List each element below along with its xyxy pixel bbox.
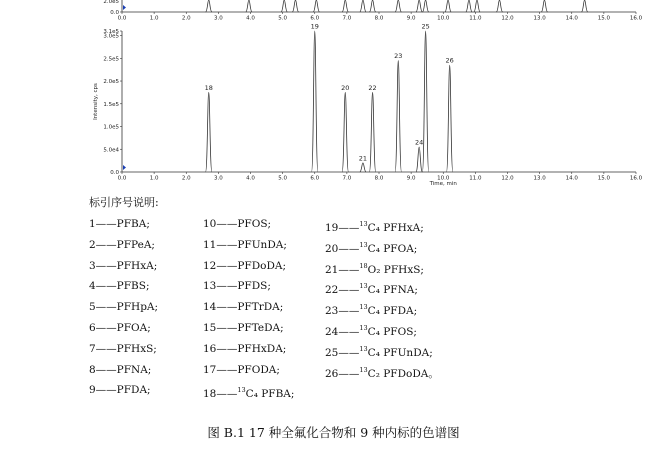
legend-item-compound: O₂ PFHxS;	[367, 263, 424, 276]
x-tick-label: 2.0	[181, 175, 191, 182]
legend-item: 17——PFODA;	[203, 363, 280, 376]
peak-label: 26	[445, 56, 454, 65]
legend-item-compound: C₄ PFBA;	[245, 388, 295, 401]
y-tick-label: 5.0e4	[103, 147, 119, 154]
x-tick-label: 4.0	[246, 175, 255, 182]
legend-item: 10——PFOS;	[203, 218, 272, 230]
x-tick-label: 0.0	[117, 175, 127, 182]
legend-item: 12——PFDoDA;	[203, 259, 286, 272]
legend-item-compound: C₄ PFNA;	[367, 284, 418, 297]
peak-label: 18	[204, 83, 213, 92]
x-tick-label: 3.0	[214, 175, 223, 182]
peak-label: 25	[421, 22, 430, 31]
chromatogram-peak	[206, 92, 212, 172]
chromatogram-bottom-panel	[93, 23, 643, 188]
legend-item	[325, 256, 439, 277]
y-tick-label: 1.0e5	[103, 124, 119, 131]
legend-item: 8——PFNA;	[89, 363, 152, 376]
legend-item-number: 26——	[325, 367, 360, 380]
chromatogram-peak	[246, 0, 252, 12]
x-tick-label: 8.0	[374, 15, 384, 22]
chromatogram-peak	[446, 65, 452, 172]
legend-column-3	[325, 214, 439, 380]
legend-item: 1——PFBA;	[89, 218, 150, 230]
chromatogram-peak	[416, 0, 422, 12]
peak-label: 22	[368, 83, 377, 92]
x-tick-label: 4.0	[246, 15, 255, 22]
chromatogram-peak	[422, 0, 428, 12]
x-tick-label: 15.0	[597, 15, 610, 22]
peak-label: 21	[358, 154, 368, 163]
chromatogram-figure	[0, 0, 667, 190]
x-tick-label: 14.0	[565, 175, 578, 182]
chromatogram-peak	[360, 163, 366, 172]
legend-item-number: 19——	[325, 222, 360, 234]
legend-item-number: 21——	[325, 263, 360, 276]
x-tick-label: 13.0	[533, 15, 546, 22]
chromatogram-peak	[416, 147, 422, 172]
chromatogram-peak	[281, 0, 287, 12]
chromatogram-peak	[369, 0, 375, 12]
x-tick-label: 1.0	[149, 15, 159, 22]
x-tick-label: 2.0	[181, 15, 191, 22]
x-tick-label: 3.0	[214, 15, 223, 22]
y-tick-label: 0.0	[110, 170, 119, 176]
legend-item: 3——PFHxA;	[89, 259, 158, 272]
legend-item	[325, 214, 439, 235]
x-tick-label: 7.0	[342, 15, 352, 22]
chromatogram-top-panel	[103, 0, 642, 22]
x-tick-label: 13.0	[533, 175, 546, 182]
y-tick-label: 1.5e5	[103, 101, 119, 108]
legend-item-number: 23——	[325, 305, 360, 318]
legend-item-compound: C₄ PFHxA;	[367, 222, 424, 234]
chromatogram-peak	[541, 0, 547, 12]
chromatogram-peak	[496, 0, 502, 12]
legend-item	[325, 318, 439, 339]
legend-item: 13——PFDS;	[203, 280, 271, 293]
x-tick-label: 11.0	[469, 15, 482, 22]
x-tick-label: 1.0	[149, 175, 159, 182]
legend-item: 2——PFPeA;	[89, 238, 155, 251]
legend-item	[325, 297, 439, 318]
isotope-mass-number: 13	[359, 365, 368, 374]
legend-item-number: 25——	[325, 346, 360, 359]
chromatogram-peak	[342, 0, 348, 12]
x-tick-label: 6.0	[310, 175, 320, 182]
x-tick-label: 0.0	[117, 15, 127, 22]
x-tick-label: 15.0	[597, 175, 610, 182]
chromatogram-peak	[445, 0, 451, 12]
start-marker-icon	[123, 165, 126, 170]
x-tick-label: 14.0	[565, 15, 578, 22]
peak-label: 20	[341, 83, 350, 92]
x-tick-label: 10.0	[437, 175, 450, 182]
chromatogram-peak	[395, 0, 401, 12]
isotope-mass-number: 13	[359, 303, 368, 312]
y-tick-label: 2.5e5	[103, 56, 119, 63]
isotope-mass-number: 13	[359, 220, 368, 228]
isotope-mass-number: 13	[359, 240, 368, 249]
legend-item	[325, 235, 439, 256]
legend-item: 14——PFTrDA;	[203, 301, 284, 314]
chromatogram-peak	[395, 61, 401, 172]
chromatogram-peak	[206, 0, 212, 12]
chromatogram-peak	[360, 0, 366, 12]
legend-item-number: 22——	[325, 284, 360, 297]
x-tick-label: 7.0	[342, 175, 352, 182]
legend-item: 4——PFBS;	[89, 280, 150, 293]
x-axis-title: Time, min	[429, 181, 457, 187]
legend-item-number: 24——	[325, 325, 360, 338]
legend-item: 6——PFOA;	[89, 321, 151, 334]
x-tick-label: 6.0	[310, 15, 320, 22]
peak-label: 23	[394, 52, 403, 61]
isotope-mass-number: 13	[359, 344, 368, 353]
isotope-mass-number: 13	[237, 386, 246, 395]
x-tick-label: 16.0	[629, 15, 643, 22]
x-tick-label: 10.0	[437, 15, 450, 22]
peak-label: 24	[415, 138, 424, 147]
y-tick-label: 3.0e5	[103, 33, 119, 40]
figure-caption: 图 B.1 17 种全氟化合物和 9 种内标的色谱图	[207, 425, 460, 440]
legend-item-compound: C₄ PFDA;	[367, 305, 418, 318]
x-tick-label: 12.0	[501, 175, 514, 182]
legend-item	[325, 360, 439, 381]
y-tick-label: 3.1e5	[103, 29, 119, 35]
legend-item-number: 20——	[325, 242, 360, 255]
isotope-mass-number: 18	[359, 261, 368, 270]
legend-item: 11——PFUnDA;	[203, 238, 287, 251]
peak-label: 19	[310, 22, 319, 31]
legend-item-compound: C₄ PFOA;	[367, 242, 418, 255]
y-tick-label: 2.0e5	[103, 0, 119, 5]
chromatogram-peak	[581, 0, 587, 12]
chromatogram-peak	[474, 0, 480, 12]
x-tick-label: 9.0	[406, 175, 416, 182]
x-tick-label: 12.0	[501, 15, 514, 22]
legend-item-compound: C₂ PFDoDA。	[367, 367, 439, 380]
x-tick-label: 16.0	[629, 175, 643, 182]
chromatogram-peak	[466, 0, 472, 12]
legend-item-compound: C₄ PFOS;	[367, 325, 417, 338]
legend-item: 16——PFHxDA;	[203, 342, 287, 355]
legend-item: 15——PFTeDA;	[203, 321, 284, 334]
legend-item: 9——PFDA;	[89, 384, 151, 397]
x-tick-label: 11.0	[469, 175, 482, 182]
x-tick-label: 5.0	[278, 175, 287, 182]
chromatogram-peak	[313, 0, 319, 12]
isotope-mass-number: 13	[359, 323, 368, 332]
chromatogram-peak	[312, 31, 318, 172]
legend-title: 标引序号说明:	[89, 196, 159, 209]
legend-item	[325, 339, 439, 360]
legend-column-2	[203, 214, 294, 401]
isotope-mass-number: 13	[359, 282, 368, 291]
legend-item-number: 18——	[203, 388, 238, 401]
legend-item: 7——PFHxS;	[89, 342, 157, 355]
y-tick-label: 2.0e5	[103, 79, 119, 86]
x-tick-label: 9.0	[406, 15, 416, 22]
x-tick-label: 8.0	[374, 175, 384, 182]
y-tick-label: 0.0	[110, 10, 119, 16]
legend-item: 5——PFHpA;	[89, 301, 159, 314]
x-tick-label: 5.0	[278, 15, 287, 22]
chromatogram-peak	[369, 92, 375, 172]
legend-item	[325, 276, 439, 297]
chromatogram-peak	[292, 0, 298, 12]
legend-item-compound: C₄ PFUnDA;	[367, 346, 433, 359]
legend-item	[203, 380, 294, 401]
start-marker-icon	[123, 5, 126, 10]
chromatogram-peak	[342, 92, 348, 172]
chromatogram-peak	[422, 31, 428, 172]
legend-column-1	[89, 214, 158, 401]
y-axis-title: Intensity, cps	[93, 83, 99, 120]
